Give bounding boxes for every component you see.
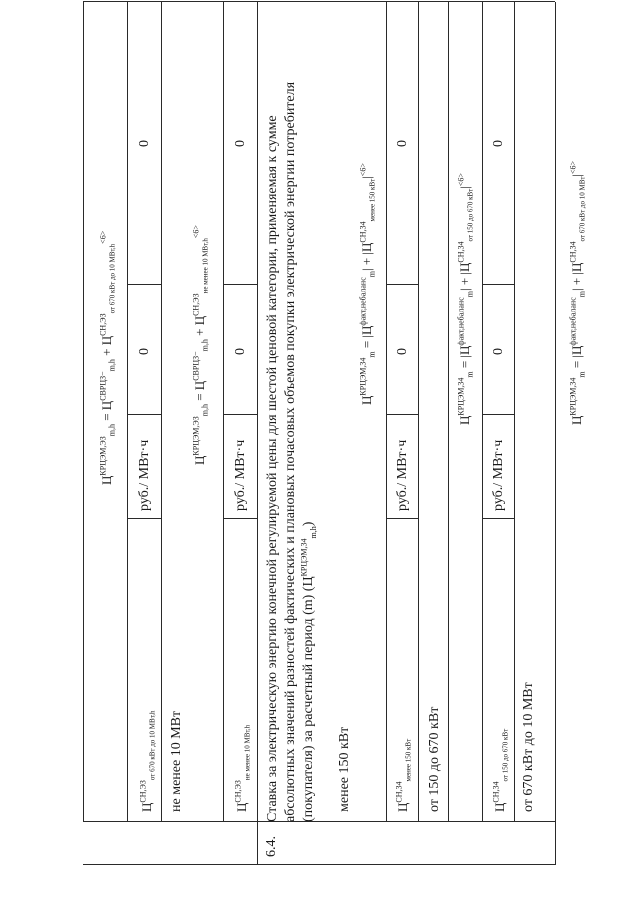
- value-r4-a: 0: [491, 348, 506, 355]
- row-rule-8: [448, 2, 449, 822]
- row-rule-4: [223, 2, 224, 822]
- section-paragraph: [264, 2, 318, 822]
- value-r1-b: 0: [137, 140, 152, 147]
- row-rule-9: [482, 2, 483, 822]
- section-number: 6.4.: [264, 836, 279, 857]
- row-rule-11: [555, 2, 556, 865]
- formula-r4: $Ц^{КРЦЭМ,34}_m = |Ц^{факт,небаланс}_m| + |Ц^{СН,34}_{от 150 до 670 кВт}|^{<6>}$: [456, 173, 475, 425]
- value-col-sep-r1: [127, 284, 161, 285]
- unit-col-left-r4: [482, 518, 514, 519]
- paragraph-line-3: (покупателя) за расчетный период (m) $(Ц^{КРЦЭМ,34}_{m,h})$: [299, 521, 318, 822]
- symbol-r3: $Ц^{СН,34}_{менее 150 кВт}$: [394, 738, 413, 812]
- formula-r1: $Ц^{КРЦЭМ,ЭЗ}_{m,h} = Ц^{СВРЦЗ-}_{m,h} + Ц^{СН,ЭЗ}_{от 670 кВт до 10 МВт,h}^{<6>}$: [98, 230, 117, 485]
- unit-r1: руб./ МВт·ч: [137, 439, 152, 511]
- row-rule-5: [257, 2, 258, 865]
- value-r3-b: 0: [395, 140, 410, 147]
- formula-r2: $Ц^{КРЦЭМ,ЭЗ}_{m,h} = Ц^{СВРЦЗ-}_{m,h} + Ц^{СН,ЭЗ}_{не менее 10 МВт,h}^{<6>}$: [191, 225, 210, 465]
- group-label-ot670-10: от 670 кВт до 10 МВт: [521, 682, 536, 812]
- paragraph-line-2: абсолютных значений разностей фактических и плановых почасовых объемов покупки электрической энергии потребителя: [283, 81, 298, 822]
- value-r2-a: 0: [233, 348, 248, 355]
- row-rule-3: [161, 2, 162, 822]
- symbol-r1: $Ц^{СН,ЭЗ}_{от 670 кВт до 10 МВт,h}$: [138, 710, 157, 812]
- formula-r5: $Ц^{КРЦЭМ,34}_m = |Ц^{факт,небаланс}_m| + |Ц^{СН,34}_{от 670 кВт до 10 МВт}|^{<6>}$: [568, 160, 587, 425]
- formula-r3: $Ц^{КРЦЭМ,34}_m = |Ц^{факт,небаланс}_m| + |Ц^{СН,34}_{менее 150 кВт}|^{<6>}$: [358, 163, 377, 405]
- unit-r4: руб./ МВт·ч: [491, 439, 506, 511]
- number-column-separator: [83, 821, 555, 822]
- table-right-border: [83, 1, 555, 2]
- symbol-r4: $Ц^{СН,34}_{от 150 до 670 кВт}$: [491, 728, 510, 812]
- unit-col-left-r3: [386, 518, 418, 519]
- row-rule-2: [127, 2, 128, 822]
- group-label-menee-150: менее 150 кВт: [337, 726, 352, 812]
- unit-col-right-r3: [386, 414, 418, 415]
- table-left-border: [83, 864, 555, 865]
- row-rule-6: [386, 2, 387, 822]
- group-label-nemenee-10: не менее 10 МВт: [169, 710, 184, 812]
- unit-r3: руб./ МВт·ч: [395, 439, 410, 511]
- unit-col-right-r1: [127, 414, 161, 415]
- row-rule-1: [83, 2, 84, 822]
- value-r3-a: 0: [395, 348, 410, 355]
- value-r1-a: 0: [137, 348, 152, 355]
- value-col-sep-r2: [223, 284, 257, 285]
- value-r4-b: 0: [491, 140, 506, 147]
- row-rule-7: [418, 2, 419, 822]
- unit-r2: руб./ МВт·ч: [233, 439, 248, 511]
- paragraph-line-1: Ставка за электрическую энергию конечной регулируемой цены для шестой ценовой категории, применяемая к сумме: [265, 115, 280, 822]
- unit-col-right-r4: [482, 414, 514, 415]
- group-label-ot150-670: от 150 до 670 кВт: [427, 706, 442, 812]
- row-rule-10: [514, 2, 515, 822]
- symbol-r2: $Ц^{СН,ЭЗ}_{не менее 10 МВт,h}$: [233, 724, 252, 812]
- value-col-sep-r3: [386, 284, 418, 285]
- unit-col-left-r2: [223, 518, 257, 519]
- value-col-sep-r4: [482, 284, 514, 285]
- unit-col-left-r1: [127, 518, 161, 519]
- unit-col-right-r2: [223, 414, 257, 415]
- value-r2-b: 0: [233, 140, 248, 147]
